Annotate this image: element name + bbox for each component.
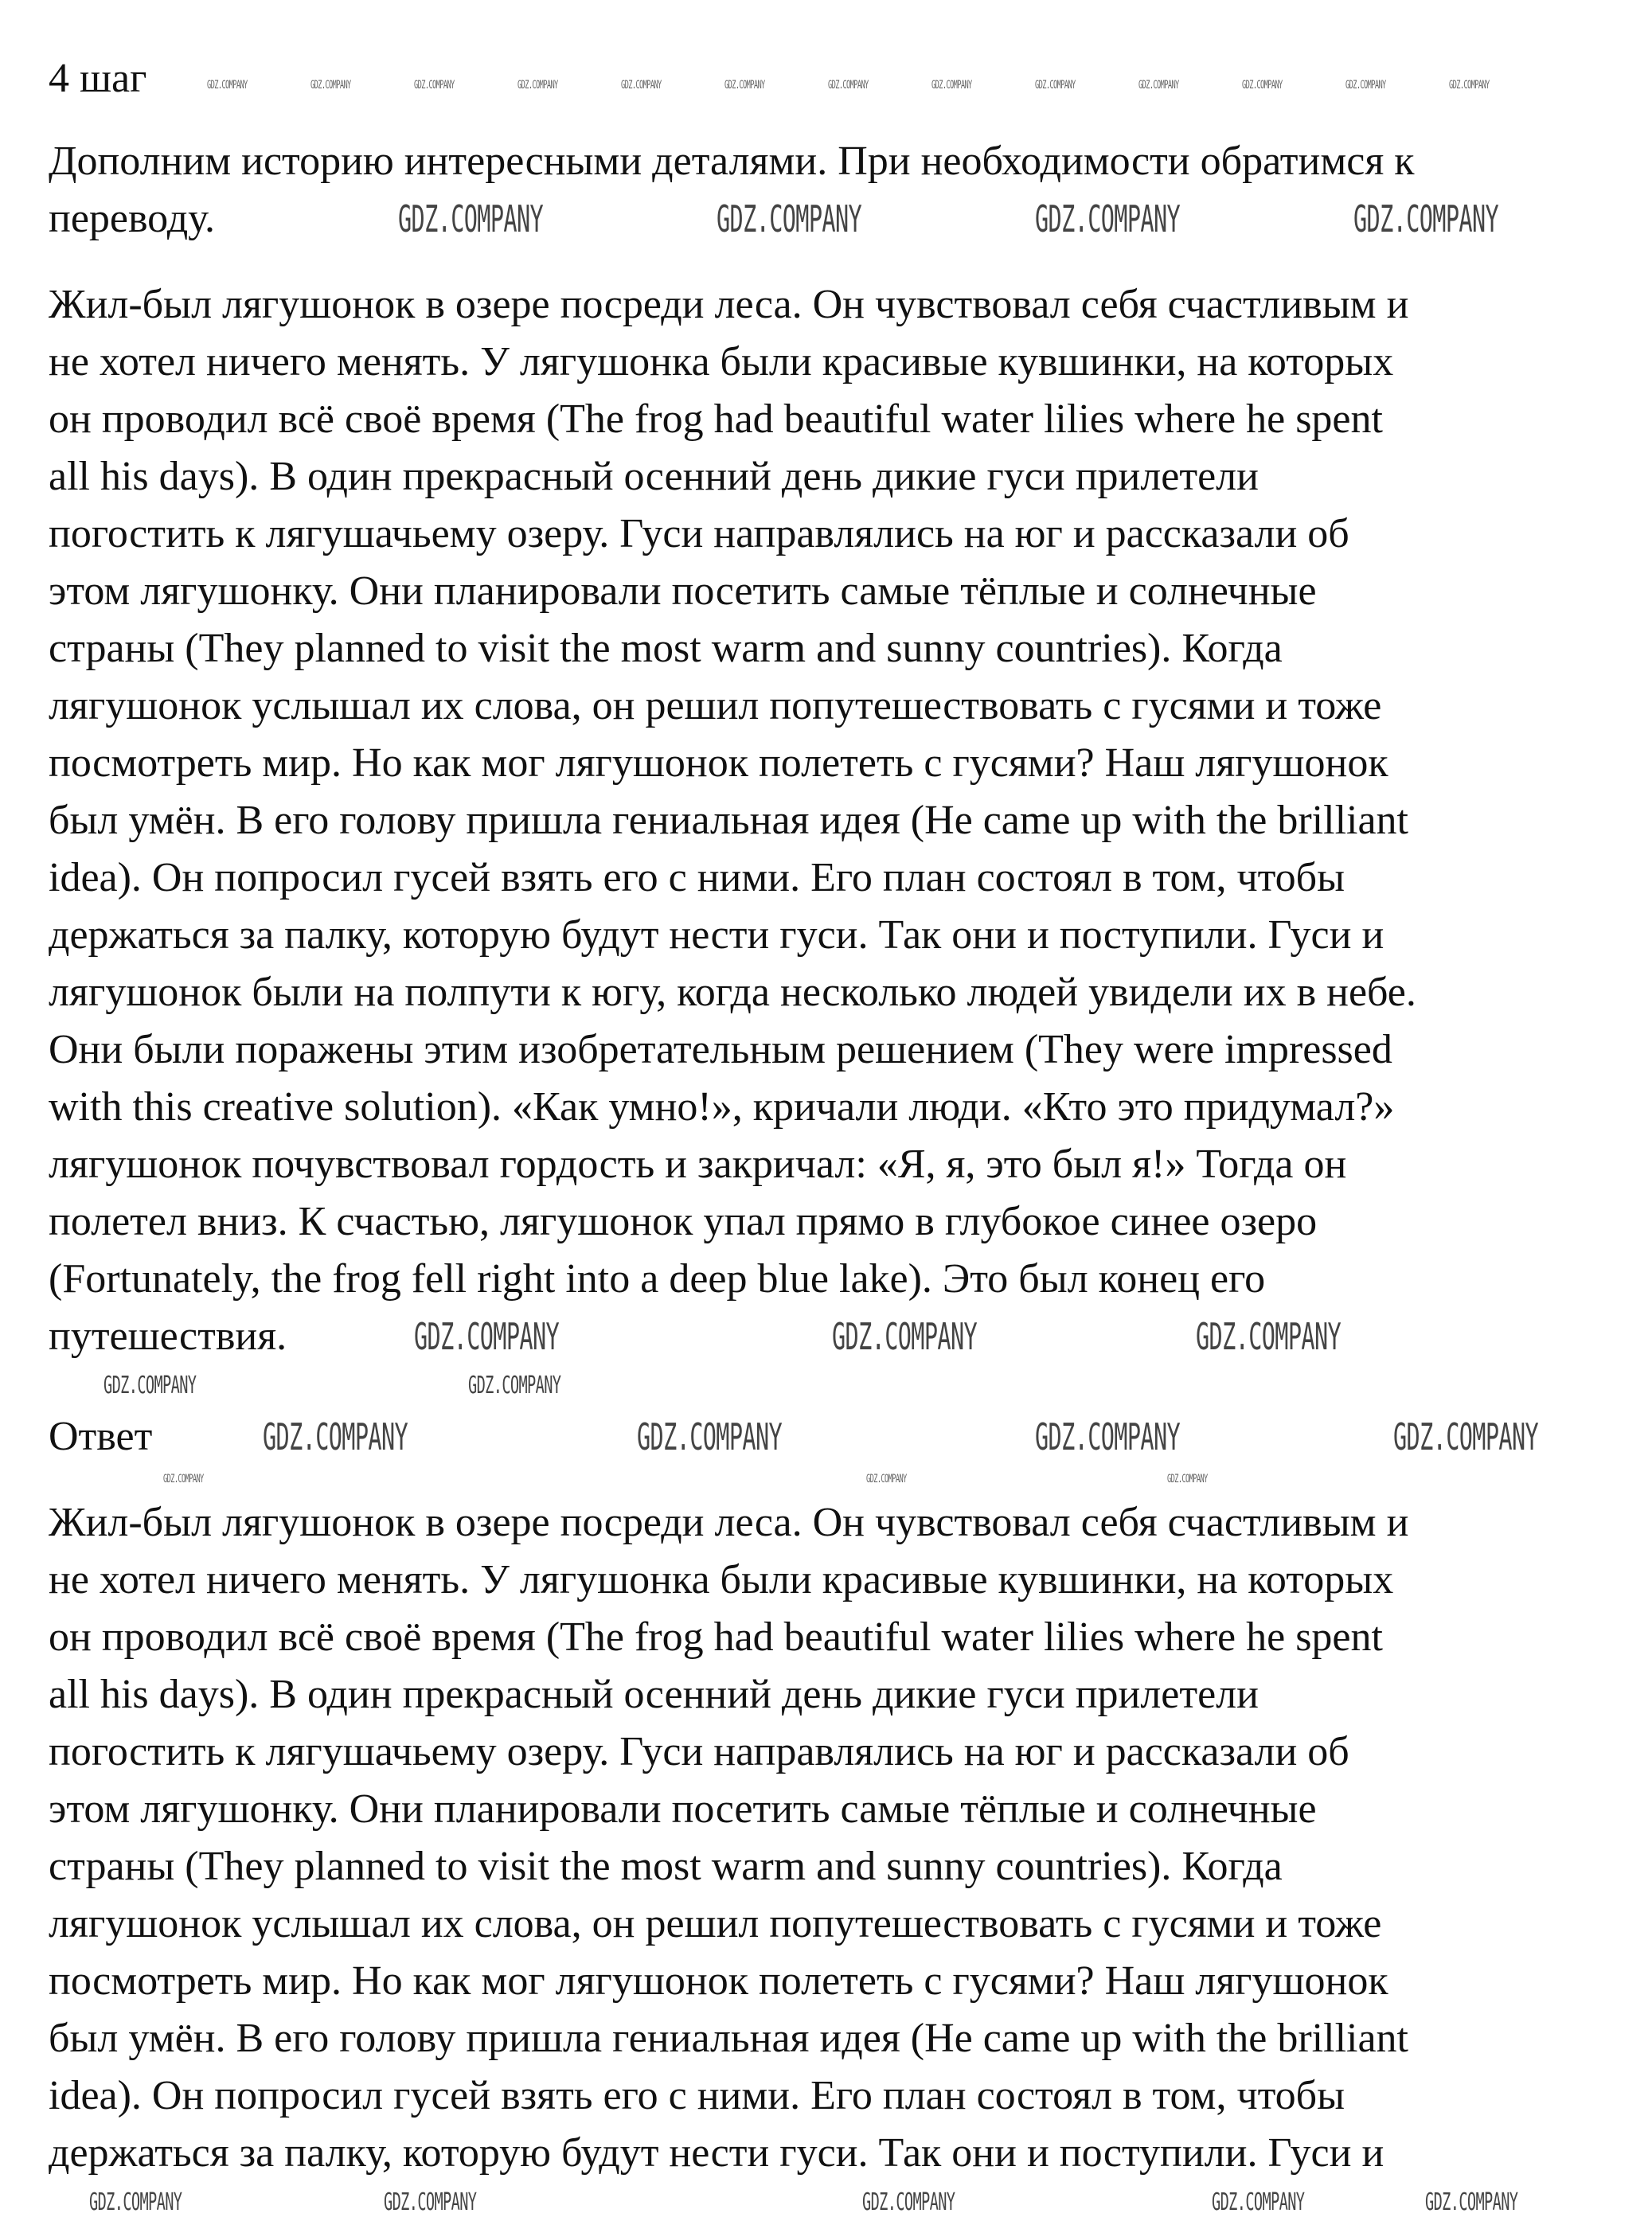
watermark: GDZ.COMPANY xyxy=(1393,1415,1539,1458)
text-line: посмотреть мир. Но как мог лягушонок полететь с гусями? Наш лягушонок xyxy=(49,740,1388,786)
watermark: GDZ.COMPANY xyxy=(1035,1415,1181,1458)
watermark: GDZ.COMPANY xyxy=(517,79,558,92)
watermark: GDZ.COMPANY xyxy=(832,1315,978,1358)
text-line: with this creative solution). «Как умно!», кричали люди. «Кто это придумал?» xyxy=(49,1084,1395,1130)
answer-label-text: Ответ xyxy=(49,1414,153,1459)
text-line: погостить к лягушачьему озеру. Гуси направлялись на юг и рассказали об xyxy=(49,511,1349,556)
watermark: GDZ.COMPANY xyxy=(414,1315,560,1358)
text-line: путешествия. xyxy=(49,1314,287,1359)
watermark: GDZ.COMPANY xyxy=(1242,79,1283,92)
text-line: Они были поражены этим изобретательным решением (They were impressed xyxy=(49,1027,1392,1072)
watermark: GDZ.COMPANY xyxy=(1035,79,1076,92)
watermark: GDZ.COMPANY xyxy=(310,79,351,92)
watermark: GDZ.COMPANY xyxy=(828,79,869,92)
text-line: all his days). В один прекрасный осенний день дикие гуси прилетели xyxy=(49,454,1259,499)
text-line: idea). Он попросил гусей взять его с ними. Его план состоял в том, чтобы xyxy=(49,2073,1345,2118)
watermark: GDZ.COMPANY xyxy=(398,197,544,240)
text-line: посмотреть мир. Но как мог лягушонок полететь с гусями? Наш лягушонок xyxy=(49,1958,1388,2004)
text-line: был умён. В его голову пришла гениальная идея (He came up with the brilliant xyxy=(49,2016,1409,2061)
text-line: погостить к лягушачьему озеру. Гуси направлялись на юг и рассказали об xyxy=(49,1729,1349,1774)
watermark: GDZ.COMPANY xyxy=(637,1415,783,1458)
text-line: idea). Он попросил гусей взять его с ними. Его план состоял в том, чтобы xyxy=(49,855,1345,900)
text-line: Жил-был лягушонок в озере посреди леса. Он чувствовал себя счастливым и xyxy=(49,282,1409,327)
text-line: all his days). В один прекрасный осенний день дикие гуси прилетели xyxy=(49,1672,1259,1717)
text-line: страны (They planned to visit the most warm and sunny countries). Когда xyxy=(49,1844,1283,1889)
watermark: GDZ.COMPANY xyxy=(1196,1315,1342,1358)
watermark: GDZ.COMPANY xyxy=(89,2188,182,2216)
answer-label xyxy=(49,1408,152,1466)
watermark: GDZ.COMPANY xyxy=(1449,79,1490,92)
text-line: страны (They planned to visit the most warm and sunny countries). Когда xyxy=(49,626,1283,671)
text-line: (Fortunately, the frog fell right into a deep blue lake). Это был конец его xyxy=(49,1256,1266,1302)
text-line: лягушонок услышал их слова, он решил попутешествовать с гусями и тоже xyxy=(49,1901,1382,1946)
watermark: GDZ.COMPANY xyxy=(1353,197,1499,240)
watermark: GDZ.COMPANY xyxy=(1425,2188,1518,2216)
text-line: переводу. xyxy=(49,196,215,241)
watermark: GDZ.COMPANY xyxy=(163,1473,204,1485)
text-line: не хотел ничего менять. У лягушонка были красивые кувшинки, на которых xyxy=(49,1557,1394,1602)
watermark: GDZ.COMPANY xyxy=(862,2188,955,2216)
watermark: GDZ.COMPANY xyxy=(103,1372,197,1399)
watermark: GDZ.COMPANY xyxy=(1167,1473,1208,1485)
watermark: GDZ.COMPANY xyxy=(384,2188,477,2216)
watermark: GDZ.COMPANY xyxy=(1035,197,1181,240)
answer-paragraph xyxy=(49,1494,1408,2182)
story-paragraph xyxy=(49,276,1416,1365)
text-line: был умён. В его голову пришла гениальная идея (He came up with the brilliant xyxy=(49,798,1409,843)
text-line: он проводил всё своё время (The frog had beautiful water lilies where he spent xyxy=(49,396,1383,442)
text-line: не хотел ничего менять. У лягушонка были красивые кувшинки, на которых xyxy=(49,339,1394,384)
text-line: он проводил всё своё время (The frog had beautiful water lilies where he spent xyxy=(49,1614,1383,1660)
watermark: GDZ.COMPANY xyxy=(621,79,662,92)
text-line: этом лягушонку. Они планировали посетить самые тёплые и солнечные xyxy=(49,568,1317,614)
text-line: Жил-был лягушонок в озере посреди леса. Он чувствовал себя счастливым и xyxy=(49,1500,1409,1545)
watermark: GDZ.COMPANY xyxy=(468,1372,561,1399)
text-line: держаться за палку, которую будут нести гуси. Так они и поступили. Гуси и xyxy=(49,912,1384,958)
text-line: лягушонок были на полпути к югу, когда несколько людей увидели их в небе. xyxy=(49,970,1416,1015)
watermark: GDZ.COMPANY xyxy=(866,1473,907,1485)
watermark: GDZ.COMPANY xyxy=(263,1415,408,1458)
watermark: GDZ.COMPANY xyxy=(724,79,765,92)
step-title-text: 4 шаг xyxy=(49,56,147,101)
text-line: держаться за палку, которую будут нести гуси. Так они и поступили. Гуси и xyxy=(49,2130,1384,2176)
watermark: GDZ.COMPANY xyxy=(931,79,972,92)
text-line: Дополним историю интересными деталями. При необходимости обратимся к xyxy=(49,139,1415,184)
watermark: GDZ.COMPANY xyxy=(717,197,862,240)
watermark: GDZ.COMPANY xyxy=(207,79,248,92)
watermark: GDZ.COMPANY xyxy=(1138,79,1179,92)
step-title xyxy=(49,50,146,107)
watermark: GDZ.COMPANY xyxy=(414,79,455,92)
watermark: GDZ.COMPANY xyxy=(1345,79,1386,92)
watermark: GDZ.COMPANY xyxy=(1212,2188,1305,2216)
text-line: этом лягушонку. Они планировали посетить самые тёплые и солнечные xyxy=(49,1786,1317,1832)
text-line: лягушонок почувствовал гордость и закричал: «Я, я, это был я!» Тогда он xyxy=(49,1142,1347,1187)
text-line: полетел вниз. К счастью, лягушонок упал прямо в глубокое синее озеро xyxy=(49,1199,1318,1244)
text-line: лягушонок услышал их слова, он решил попутешествовать с гусями и тоже xyxy=(49,683,1382,728)
